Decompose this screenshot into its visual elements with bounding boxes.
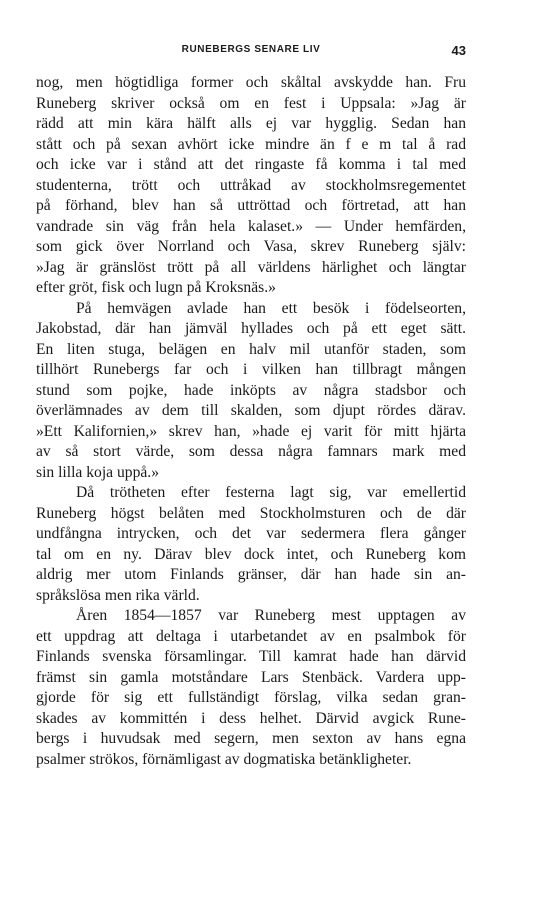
text-line: på förhand, blev han så uttröttad och förtretad, att han <box>36 197 466 214</box>
text-line: främst sin gamla motståndare Lars Stenbäck. Vardera upp- <box>36 668 466 686</box>
text-line: efter gröt, fisk och lugn på Kroksnäs.» <box>36 279 276 296</box>
text-line: och icke var i stånd att det ringaste få komma i tal med <box>36 156 466 173</box>
text-line: psalmer strökos, förnämligast av dogmatiska betänkligheter. <box>36 750 412 768</box>
text-line: sin lilla koja uppå.» <box>36 463 159 481</box>
page-number: 43 <box>451 43 466 58</box>
text-line: Jakobstad, där han jämväl hyllades och på ett eget sätt. <box>36 320 466 337</box>
running-head: RUNEBERGS SENARE LIV <box>181 44 321 55</box>
text-line: »Jag är gränslöst trött på all världens härlighet och längtar <box>36 258 466 276</box>
text-line: Runeberg skriver också om en fest i Uppsala: »Jag är <box>36 94 466 112</box>
text-line: ett uppdrag att deltaga i utarbetandet av en psalmbok för <box>36 627 466 645</box>
text-line: tillhört Runebergs far och i vilken han tillbragt mången <box>36 361 466 378</box>
paragraph-first-line: På hemvägen avlade han ett besök i födelseorten, <box>76 299 466 317</box>
text-line: aldrig mer utom Finlands gränser, där han hade sin an- <box>36 566 466 583</box>
text-line: En liten stuga, belägen en halv mil utanför staden, som <box>36 340 466 358</box>
text-line: undfångna intrycken, och det var sedermera flera gånger <box>36 525 466 542</box>
text-line: studenterna, trött och uttråkad av stockholmsregementet <box>36 176 466 194</box>
text-line: som gick över Norrland och Vasa, skrev Runeberg själv: <box>36 238 466 255</box>
page-header <box>36 44 466 62</box>
text-line: rädd att min kära hälft alls ej var hygglig. Sedan han <box>36 115 466 132</box>
text-line: språkslösa men rika värld. <box>36 586 200 604</box>
text-line: bergs i huvudsak med segern, men sexton av hans egna <box>36 730 466 747</box>
text-line: stund som pojke, hade inköpts av några stadsbor och <box>36 381 466 399</box>
text-line: gjorde för sig ett fullständigt förslag, vilka sedan gran- <box>36 689 466 706</box>
text-line: »Ett Kalifornien,» skrev han, »hade ej varit för mitt hjärta <box>36 422 466 440</box>
text-line: skades av kommittén i dess helhet. Därvid avgick Rune- <box>36 709 466 727</box>
text-line: tal om en ny. Därav blev dock intet, och Runeberg kom <box>36 545 466 563</box>
paragraph-first-line: Då trötheten efter festerna lagt sig, var emellertid <box>76 484 466 501</box>
text-line: nog, men högtidliga former och skåltal avskydde han. Fru <box>36 74 466 91</box>
text-line: stått och på sexan avhört icke mindre än f e m tal å rad <box>36 135 466 153</box>
body-text <box>36 73 466 770</box>
text-line: Finlands svenska församlingar. Till kamrat hade han därvid <box>36 648 466 665</box>
text-line: överlämnades av dem till skalden, som djupt rördes därav. <box>36 402 466 419</box>
text-line: vandrade sin väg från hela kalaset.» — Under hemfärden, <box>36 217 466 235</box>
paragraph-first-line: Åren 1854—1857 var Runeberg mest upptagen av <box>76 607 466 624</box>
text-line: Runeberg högst belåten med Stockholmsturen och de där <box>36 504 466 522</box>
text-line: av så stort värde, som dessa några famnars mark med <box>36 443 466 460</box>
